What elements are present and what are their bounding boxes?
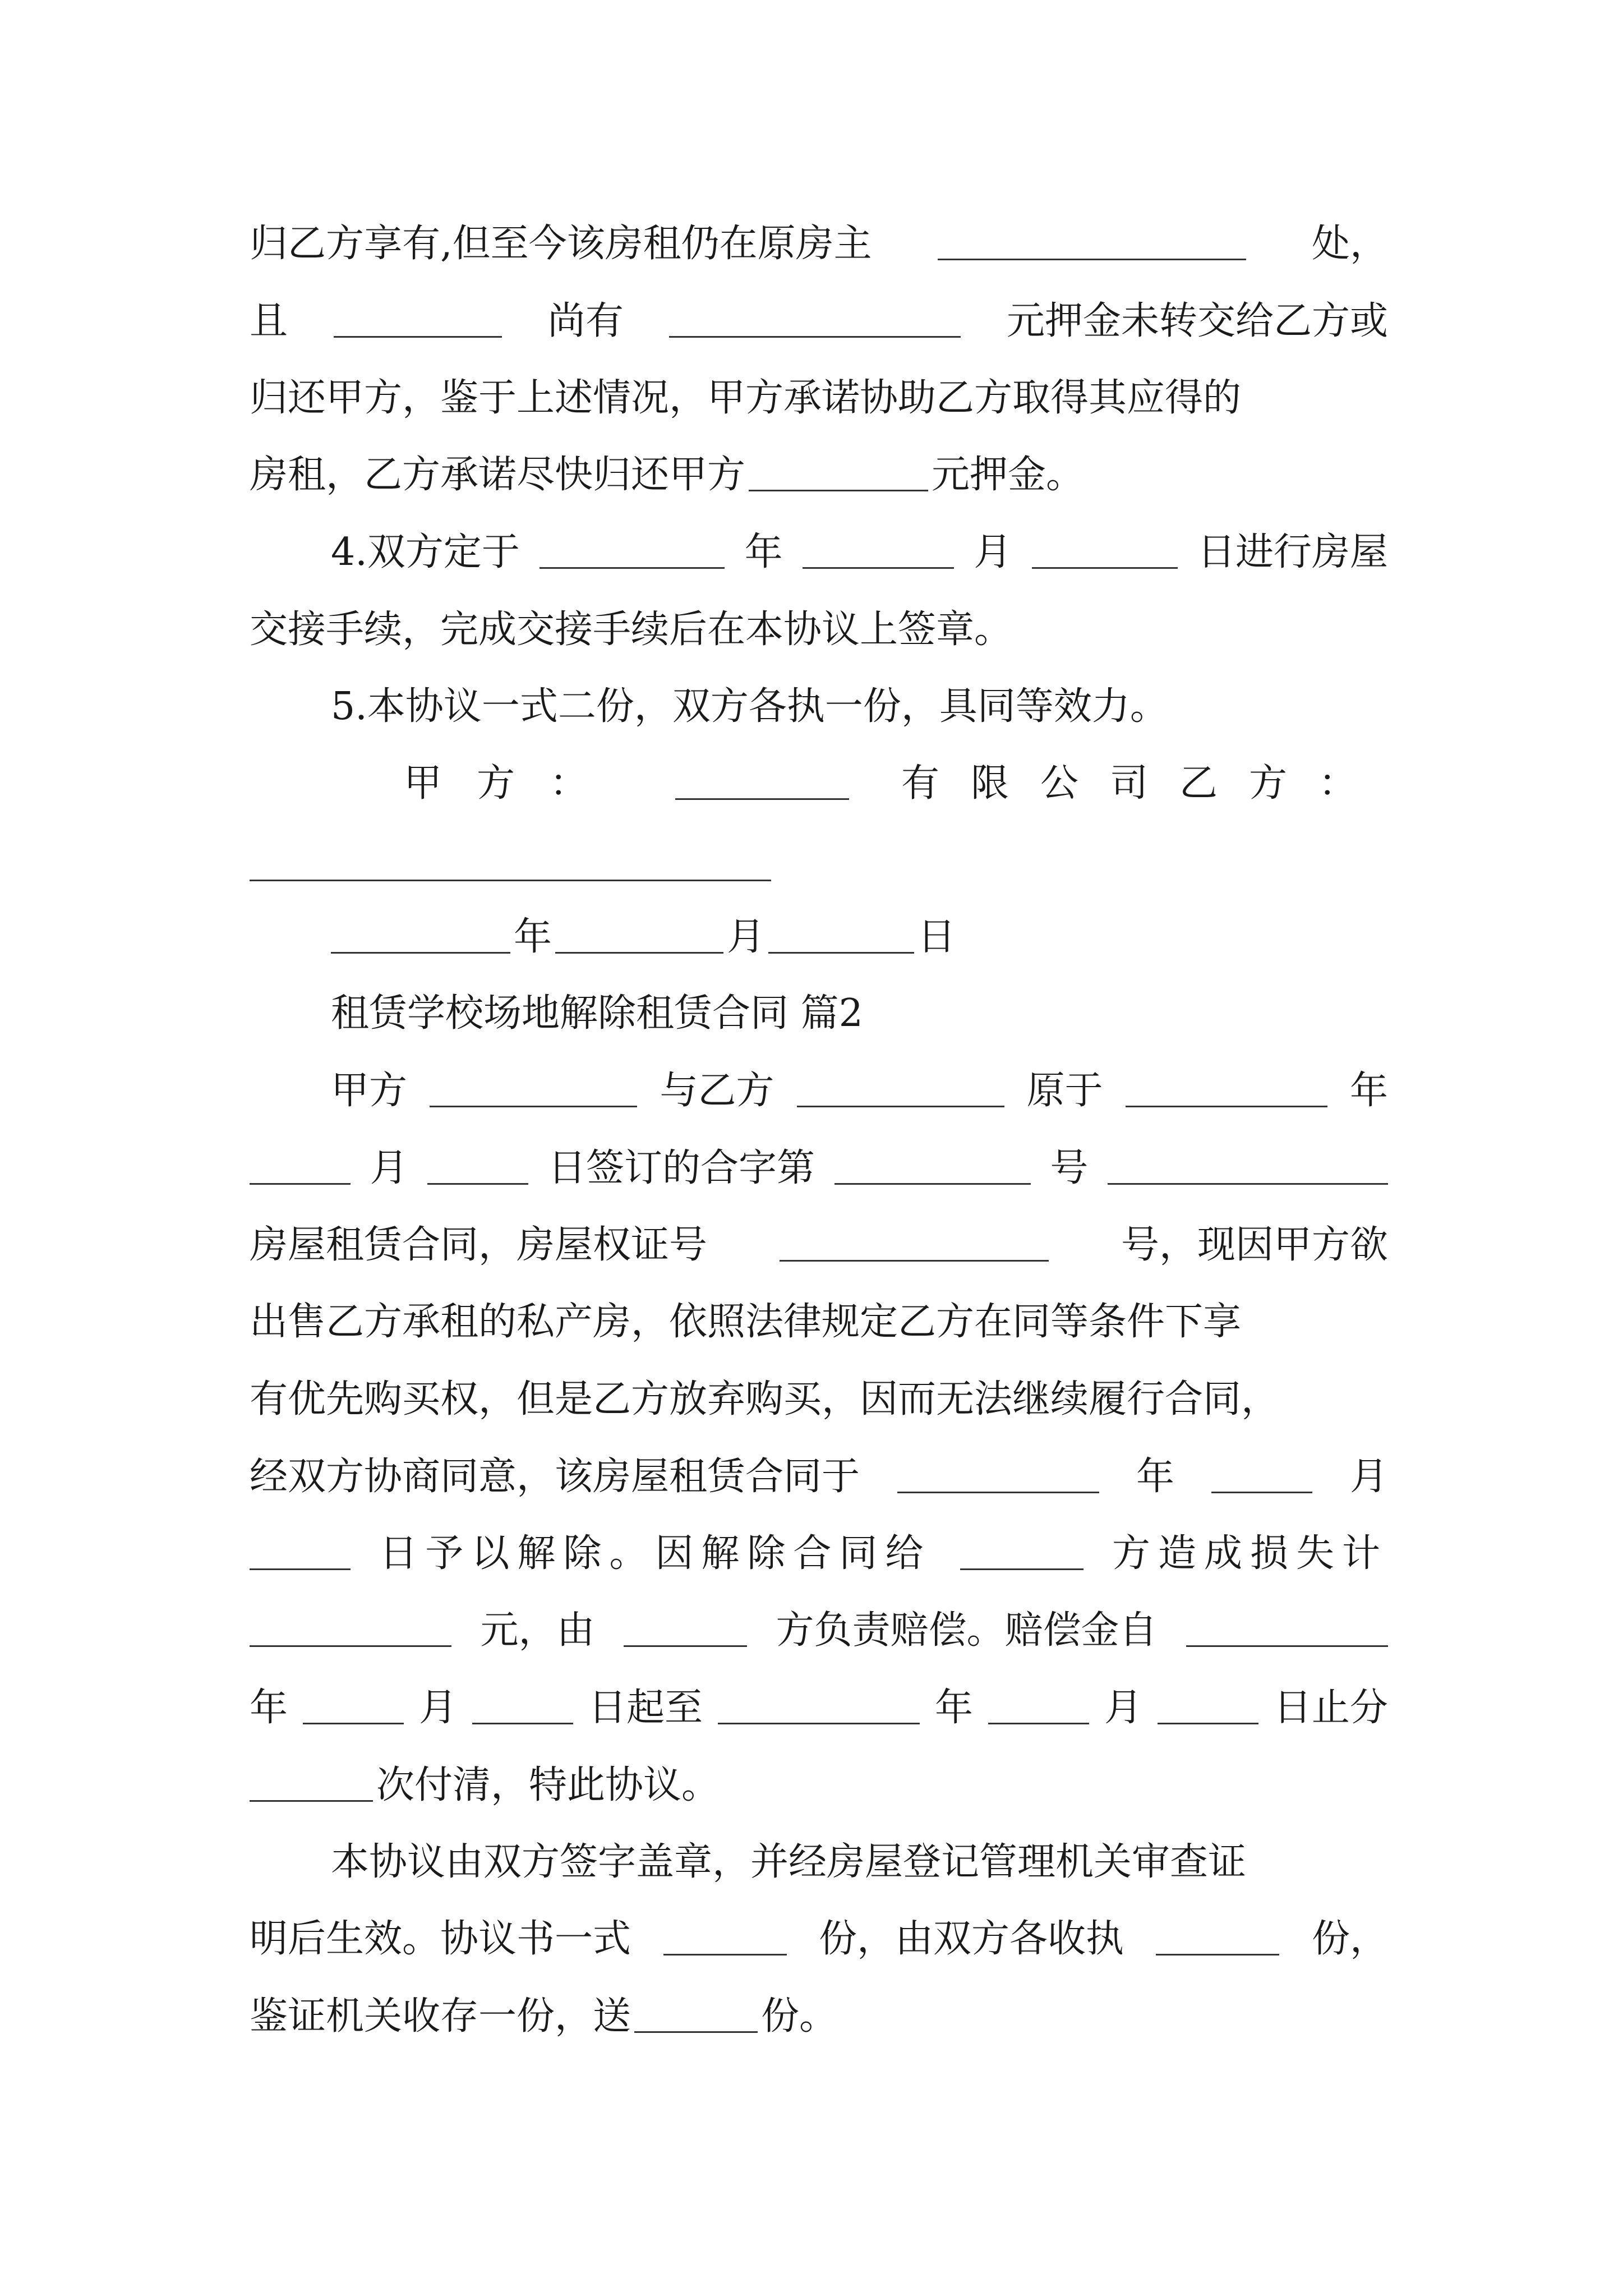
text-segment: 归还甲方，鉴于上述情况，甲方承诺协助乙方取得其应得的 xyxy=(250,376,1242,420)
text-line xyxy=(331,522,1388,583)
blank-line xyxy=(749,480,928,491)
text-segment: 房屋租赁合同，房屋权证号 xyxy=(250,1223,708,1267)
party-b-label: 有限公司乙方： xyxy=(901,761,1388,806)
text-segment: 号，现因甲方欲 xyxy=(1121,1223,1388,1267)
blank-line xyxy=(834,1173,1031,1185)
blank-line xyxy=(1108,1173,1388,1185)
text-segment: 年 xyxy=(1136,1455,1174,1499)
text-segment: 年 xyxy=(744,530,783,574)
text-segment: 元，由 xyxy=(480,1608,595,1653)
blank-line xyxy=(555,942,723,954)
text-segment: 年 xyxy=(250,1686,288,1730)
blank-line xyxy=(1158,1713,1258,1724)
text-line xyxy=(250,1446,1388,1508)
blank-line xyxy=(938,249,1246,260)
blank-line xyxy=(675,788,849,800)
signature-blank xyxy=(250,880,771,881)
blank-line xyxy=(250,1558,351,1570)
blank-line xyxy=(250,1790,373,1802)
blank-line xyxy=(897,1481,1099,1493)
blank-line xyxy=(797,1096,1004,1107)
blank-line xyxy=(472,1713,573,1724)
text-line xyxy=(250,1291,1388,1353)
heading-text: 租赁学校场地解除租赁合同 篇2 xyxy=(331,991,863,1036)
blank-line xyxy=(780,1250,1049,1262)
text-line xyxy=(250,1600,1388,1662)
text-segment: 原于 xyxy=(1026,1069,1103,1113)
date-line xyxy=(331,907,1388,968)
text-line xyxy=(331,1060,1388,1122)
blank-line xyxy=(768,942,914,954)
text-segment: 份。 xyxy=(761,1994,838,2039)
text-segment: 出售乙方承租的私产房，依照法律规定乙方在同等条件下享 xyxy=(250,1300,1242,1344)
text-segment: 月 xyxy=(418,1686,457,1730)
blank-line xyxy=(988,1713,1089,1724)
text-segment: 归乙方享有,但至今该房租仍在原房主 xyxy=(250,222,872,266)
blank-line xyxy=(250,1635,451,1647)
text-segment: 月 xyxy=(727,915,766,959)
text-line xyxy=(250,1908,1388,1970)
text-segment: 元押金。 xyxy=(932,453,1085,497)
text-segment: 方造成损失计 xyxy=(1112,1531,1388,1576)
text-segment: 4.双方定于 xyxy=(331,530,520,574)
text-segment: 日止分 xyxy=(1273,1686,1388,1730)
text-line xyxy=(331,1832,1388,1893)
text-segment: 鉴证机关收存一份，送 xyxy=(250,1994,631,2039)
blank-line xyxy=(1126,1096,1327,1107)
blank-line xyxy=(624,1635,747,1647)
text-segment: 5.本协议一式二份，双方各执一份，具同等效力。 xyxy=(331,684,1168,729)
text-segment: 明后生效。协议书一式 xyxy=(250,1917,631,1961)
text-segment: 日 xyxy=(917,915,956,959)
text-segment: 月 xyxy=(1349,1455,1388,1499)
text-line xyxy=(250,367,1388,429)
text-segment: 年 xyxy=(1349,1069,1388,1113)
text-segment: 次付清，特此协议。 xyxy=(376,1763,720,1807)
text-line xyxy=(250,213,1388,275)
text-segment: 份， xyxy=(1311,1917,1388,1961)
text-segment: 年 xyxy=(934,1686,973,1730)
blank-line xyxy=(303,1713,404,1724)
blank-line xyxy=(1156,1944,1279,1955)
blank-line xyxy=(427,1173,528,1185)
section-heading xyxy=(331,983,1388,1045)
blank-line xyxy=(1186,1635,1388,1647)
text-segment: 经双方协商同意，该房屋租赁合同于 xyxy=(250,1455,860,1499)
blank-line xyxy=(331,942,510,954)
text-segment: 月 xyxy=(974,530,1012,574)
text-segment: 月 xyxy=(370,1146,408,1190)
text-segment: 交接手续，完成交接手续后在本协议上签章。 xyxy=(250,608,1013,652)
blank-line xyxy=(663,1944,787,1955)
blank-line xyxy=(803,557,954,569)
text-segment: 份，由双方各收执 xyxy=(818,1917,1124,1961)
text-segment: 尚有 xyxy=(547,299,624,343)
signature-line xyxy=(404,753,1388,815)
text-segment: 方负责赔偿。赔偿金自 xyxy=(776,1608,1158,1653)
blank-line xyxy=(960,1558,1083,1570)
text-segment: 且 xyxy=(250,299,288,343)
text-segment: 房租，乙方承诺尽快归还甲方 xyxy=(250,453,746,497)
text-line xyxy=(250,444,1388,506)
text-segment: 日进行房屋 xyxy=(1197,530,1388,574)
text-segment: 日起至 xyxy=(588,1686,703,1730)
text-segment: 年 xyxy=(514,915,552,959)
text-segment: 日予以解除。因解除合同给 xyxy=(379,1531,932,1576)
blank-line xyxy=(250,1173,351,1185)
text-line xyxy=(250,1755,1388,1816)
text-line xyxy=(250,1986,1388,2047)
party-a-label: 甲方： xyxy=(404,761,623,806)
text-segment: 与乙方 xyxy=(660,1069,774,1113)
blank-line xyxy=(634,2021,758,2033)
text-segment: 日签订的合字第 xyxy=(547,1146,815,1190)
text-line xyxy=(250,1369,1388,1430)
text-line xyxy=(250,291,1388,352)
text-line xyxy=(250,1214,1388,1276)
text-line xyxy=(250,1138,1388,1199)
blank-line xyxy=(540,557,725,569)
text-segment: 元押金未转交给乙方或 xyxy=(1006,299,1388,343)
blank-line xyxy=(1032,557,1178,569)
text-segment: 本协议由双方签字盖章，并经房屋登记管理机关审查证 xyxy=(331,1840,1247,1884)
text-segment: 月 xyxy=(1104,1686,1142,1730)
text-segment: 处， xyxy=(1311,222,1388,266)
text-line xyxy=(331,676,1388,738)
blank-line xyxy=(718,1713,920,1724)
text-segment: 号 xyxy=(1050,1146,1089,1190)
blank-line xyxy=(669,326,961,338)
text-line xyxy=(250,1677,1388,1739)
text-line xyxy=(250,1523,1388,1585)
blank-line xyxy=(430,1096,637,1107)
blank-line xyxy=(334,326,502,338)
text-segment: 有优先购买权，但是乙方放弃购买，因而无法继续履行合同， xyxy=(250,1377,1280,1421)
text-line xyxy=(250,599,1388,661)
blank-line xyxy=(1211,1481,1312,1493)
text-segment: 甲方 xyxy=(331,1069,408,1113)
